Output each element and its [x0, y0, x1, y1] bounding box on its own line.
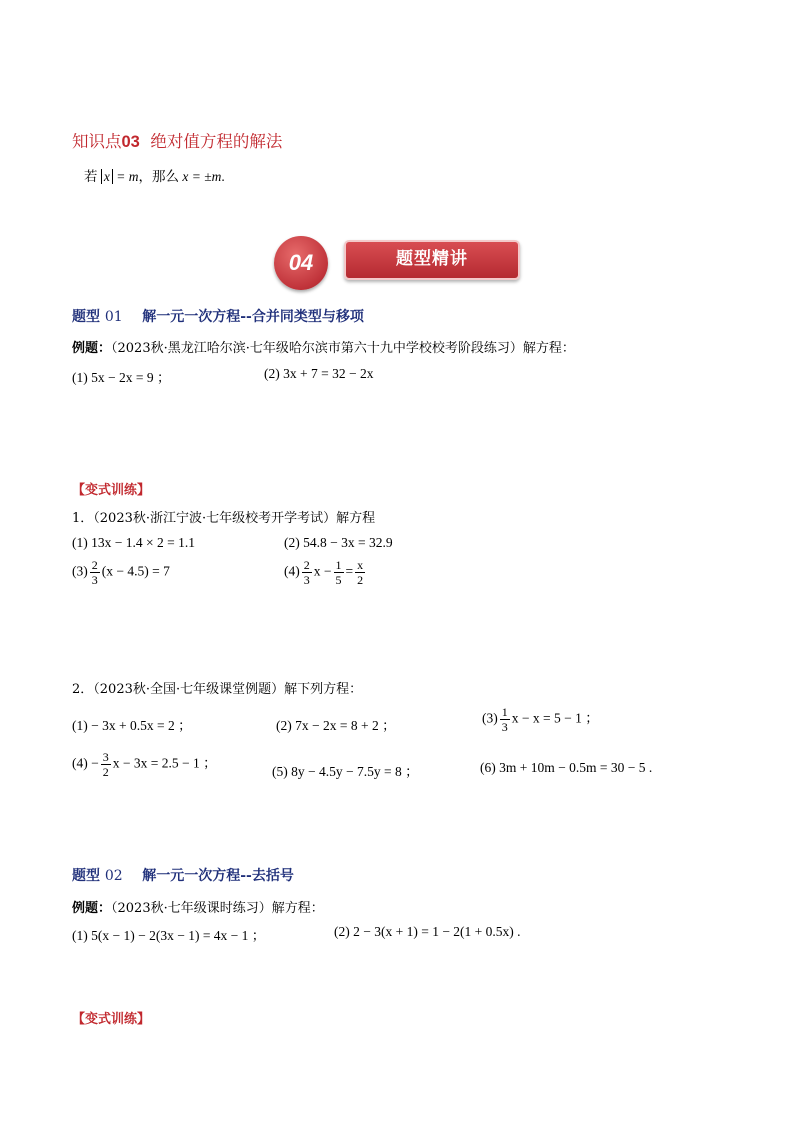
type2-example-item-2: (2) 2 − 3(x + 1) = 1 − 2(1 + 0.5x) . — [334, 924, 521, 939]
q1-item-3 — [72, 559, 170, 586]
q1-item-4-mid1: x − — [313, 563, 332, 579]
q2-item-3-num: 1 — [501, 705, 508, 719]
type2-title: 解一元一次方程--去括号 — [142, 868, 294, 884]
q1-item-4-f2-num: 1 — [335, 558, 342, 572]
example-source: （2023秋·黑龙江哈尔滨·七年级哈尔滨市第六十九中学校校考阶段练习）解方程： — [111, 341, 575, 356]
practice-title-1: 【变式训练】 — [72, 483, 151, 498]
q1-item-3-prefix: (3) — [72, 563, 88, 579]
q1-item-3-num: 2 — [91, 558, 98, 572]
rule-abs-var: x — [103, 169, 110, 184]
type1-prefix: 题型 — [72, 309, 100, 325]
q1-item-4-f2-den: 5 — [335, 573, 342, 587]
q1-item-4-f1-den: 3 — [303, 573, 310, 587]
knowledge-point-title — [72, 128, 282, 152]
type2-num: 02 — [104, 868, 123, 884]
type2-example — [72, 897, 324, 916]
example-label: 例题： — [72, 341, 112, 356]
q2-item-4-prefix: (4) − — [72, 755, 99, 771]
type1-title: 解一元一次方程--合并同类型与移项 — [142, 309, 364, 325]
rule-result: x = ±m — [182, 169, 222, 184]
type2-example-item-1: (1) 5(x − 1) − 2(3x − 1) = 4x − 1 ； — [72, 928, 266, 943]
q2-item-3-rest: x − x = 5 − 1 ； — [511, 710, 599, 726]
q1-item-4 — [284, 559, 367, 586]
q2-item-3-den: 3 — [501, 720, 508, 734]
q2-item-3-prefix: (3) — [482, 710, 498, 726]
q1-item-4-f1-num: 2 — [303, 558, 310, 572]
q1-item-4-f3-den: 2 — [357, 573, 364, 587]
kp-number: 03 — [121, 133, 140, 151]
q2-item-4-den: 2 — [102, 765, 109, 779]
q2-item-5: (5) 8y − 4.5y − 7.5y = 8 ； — [272, 764, 419, 779]
kp-rule — [84, 165, 225, 185]
type2-heading — [72, 865, 294, 885]
rule-eq1: = m — [116, 169, 139, 184]
q1-item-4-f3-num: x — [357, 558, 364, 572]
question-2-source: 2．（2023秋·全国·七年级课堂例题）解下列方程： — [72, 682, 363, 697]
q2-item-2: (2) 7x − 2x = 8 + 2 ； — [276, 718, 396, 733]
example2-label: 例题： — [72, 901, 112, 916]
question-1-source: 1．（2023秋·浙江宁波·七年级校考开学考试）解方程 — [72, 511, 376, 526]
section-badge-label: 题型精讲 — [396, 249, 468, 269]
q2-item-6: (6) 3m + 10m − 0.5m = 30 − 5 . — [480, 760, 653, 775]
q2-item-1: (1) − 3x + 0.5x = 2 ； — [72, 718, 192, 733]
type2-prefix: 题型 — [72, 868, 100, 884]
q2-item-4 — [72, 751, 217, 778]
example2-source: （2023秋·七年级课时练习）解方程： — [111, 901, 324, 916]
kp-name: 绝对值方程的解法 — [150, 132, 283, 151]
q1-item-3-rest: (x − 4.5) = 7 — [101, 563, 170, 579]
type1-example — [72, 337, 575, 356]
type1-num: 01 — [104, 309, 123, 325]
type1-example-item-1: (1) 5x − 2x = 9 ； — [72, 370, 171, 385]
q1-item-4-mid2: = — [345, 563, 354, 579]
type1-heading — [72, 306, 364, 326]
q1-item-4-prefix: (4) — [284, 563, 300, 579]
practice-title-2: 【变式训练】 — [72, 1012, 151, 1027]
q2-item-4-num: 3 — [102, 750, 109, 764]
type1-example-item-2: (2) 3x + 7 = 32 − 2x — [264, 366, 374, 381]
q1-item-2: (2) 54.8 − 3x = 32.9 — [284, 535, 393, 550]
rule-end: . — [221, 169, 225, 184]
section-badge-number: 04 — [288, 250, 314, 275]
rule-lead: 若 — [84, 169, 98, 184]
q2-item-4-rest: x − 3x = 2.5 − 1 ； — [112, 755, 217, 771]
q2-item-3 — [482, 706, 599, 733]
kp-prefix: 知识点 — [72, 132, 122, 151]
q1-item-1: (1) 13x − 1.4 × 2 = 1.1 — [72, 535, 195, 550]
q1-item-3-den: 3 — [91, 573, 98, 587]
rule-mid: ，那么 — [138, 169, 179, 184]
